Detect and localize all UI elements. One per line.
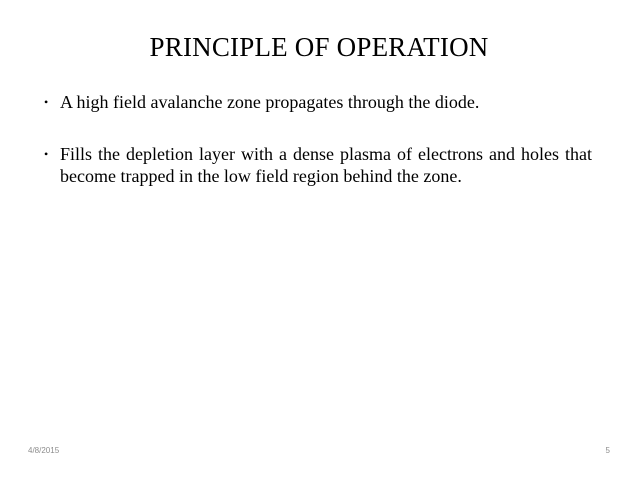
bullet-icon: • <box>44 147 49 161</box>
slide-title: PRINCIPLE OF OPERATION <box>149 32 489 62</box>
bullet-item <box>44 91 592 113</box>
bullet-icon: • <box>44 95 49 109</box>
footer-page-number: 5 <box>605 446 610 455</box>
bullet-list <box>44 91 592 187</box>
footer-date: 4/8/2015 <box>28 446 60 455</box>
bullet-text: A high field avalanche zone propagates through the diode. <box>60 92 480 112</box>
bullet-text: Fills the depletion layer with a dense plasma of electrons and holes that become trapped in the low field region behind the zone. <box>60 144 592 186</box>
bullet-item <box>44 143 592 187</box>
